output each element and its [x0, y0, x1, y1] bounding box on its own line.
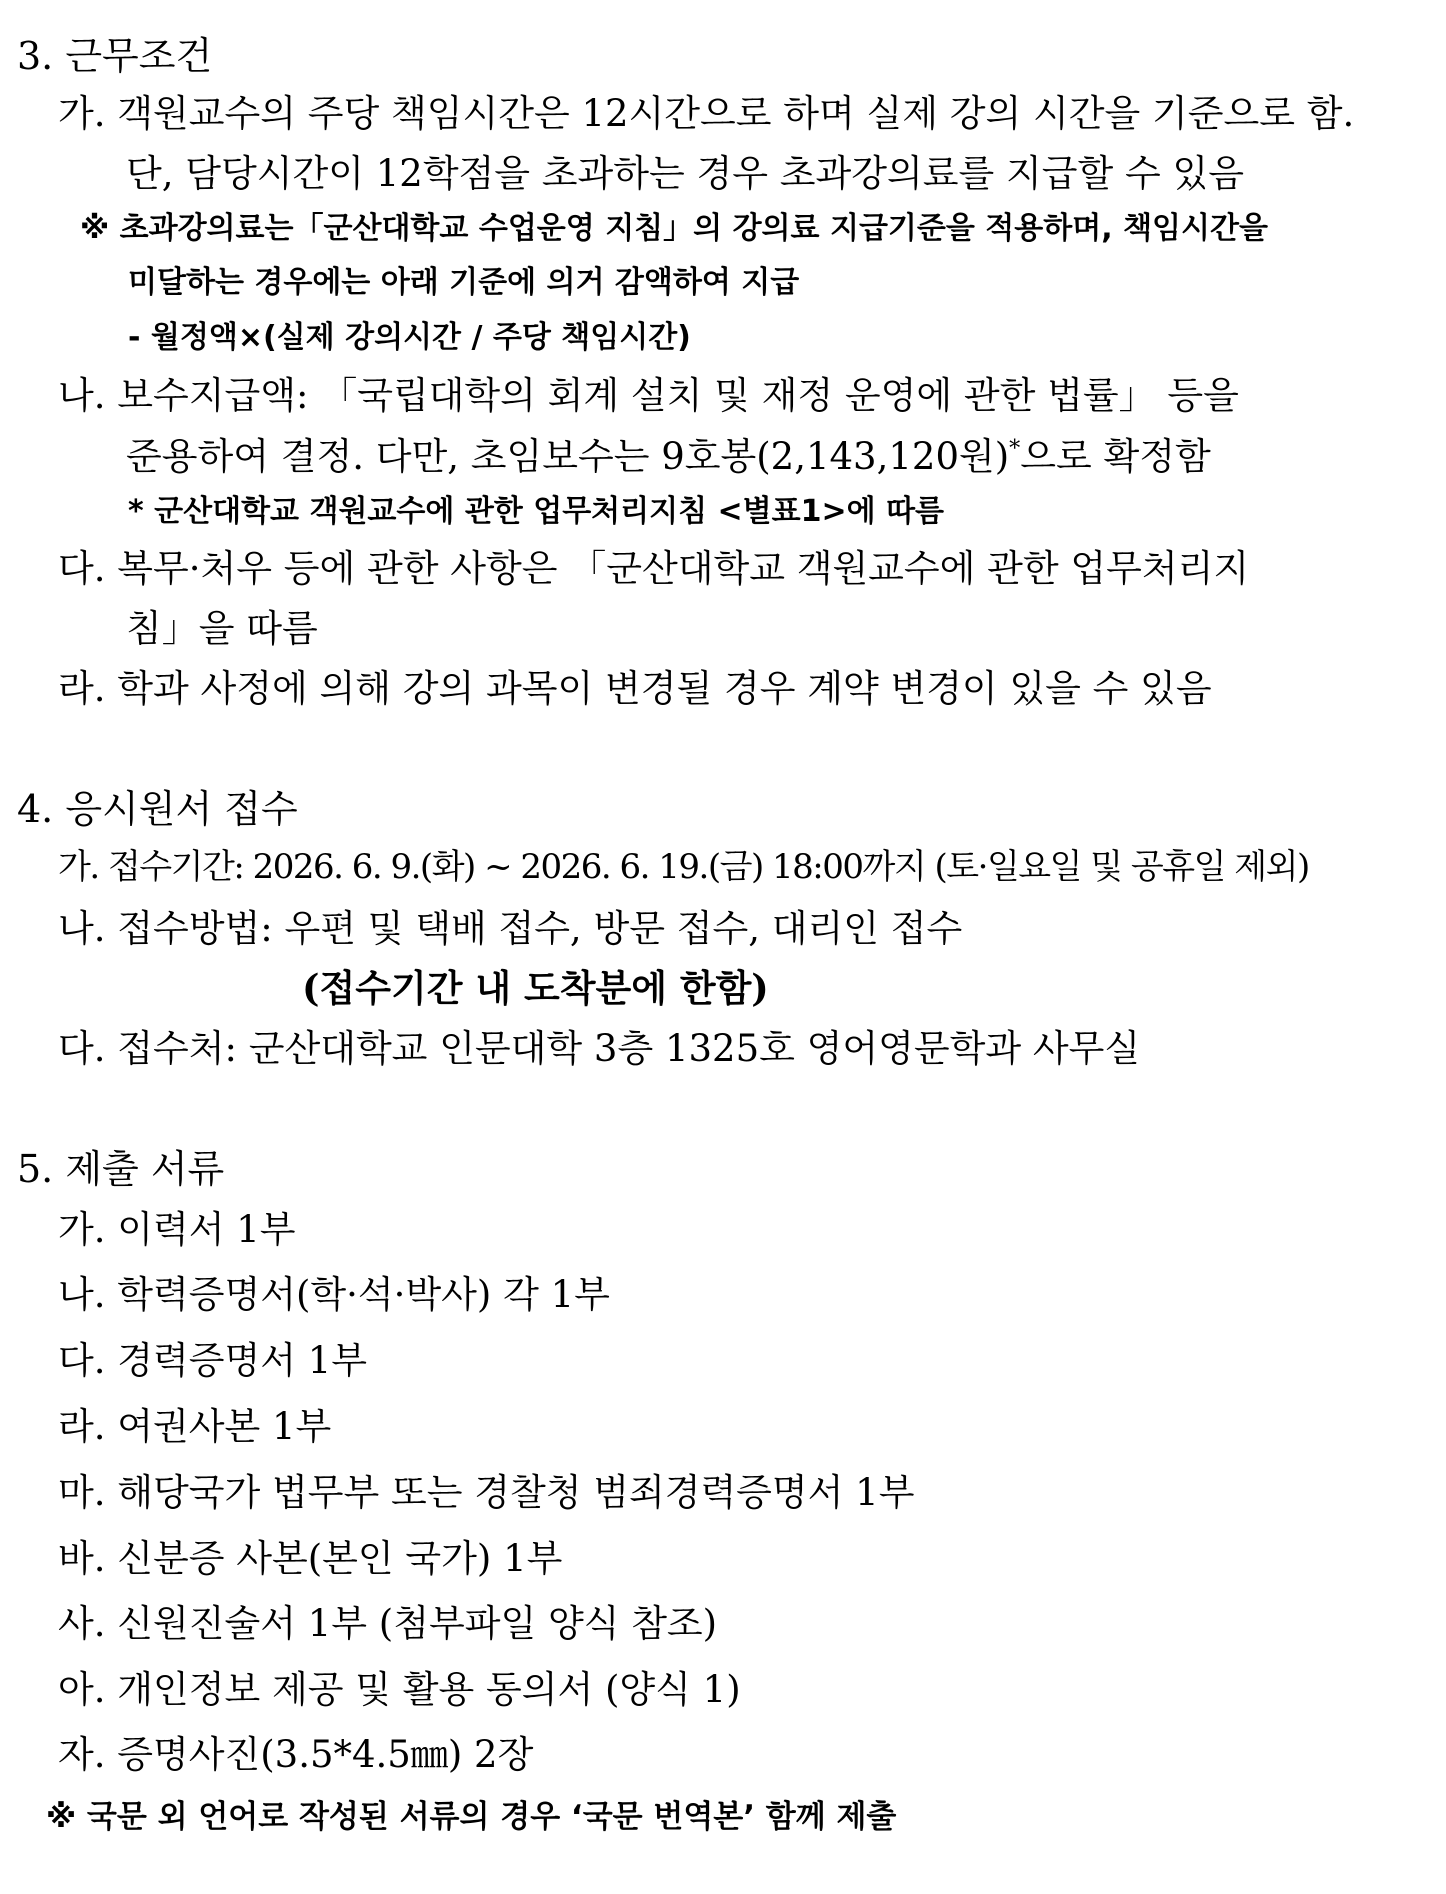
section-5-item: 마. 해당국가 법무부 또는 경찰청 범죄경력증명서 1부 [58, 1471, 915, 1514]
section-5-item: 사. 신원진술서 1부 (첨부파일 양식 참조) [58, 1602, 718, 1645]
section-5-item: 라. 여권사본 1부 [58, 1405, 332, 1448]
section-5-item: 자. 증명사진(3.5*4.5㎜) 2장 [58, 1733, 534, 1776]
section-4-item-na-sub: (접수기간 내 도착분에 한함) [302, 966, 769, 1010]
section-3-item-da-line2: 침」을 따름 [126, 607, 318, 650]
section-5-note: ※ 국문 외 언어로 작성된 서류의 경우 ‘국문 번역본’ 함께 제출 [46, 1799, 897, 1835]
section-3-item-na-line2-end: 으로 확정함 [1020, 435, 1211, 478]
section-4-item-da: 다. 접수처: 군산대학교 인문대학 3층 1325호 영어영문학과 사무실 [58, 1027, 1141, 1070]
section-3-footnote: * 군산대학교 객원교수에 관한 업무처리지침 <별표1>에 따름 [128, 494, 945, 529]
section-4-item-na: 나. 접수방법: 우편 및 택배 접수, 방문 접수, 대리인 접수 [58, 907, 963, 950]
section-4-item-ga: 가. 접수기간: 2026. 6. 9.(화) ~ 2026. 6. 19.(금) 18:00까지 (토·일요일 및 공휴일 제외) [58, 847, 1309, 887]
section-3-item-na-line2 [126, 435, 1211, 478]
section-3-item-da-line1: 다. 복무·처우 등에 관한 사항은 「군산대학교 객원교수에 관한 업무처리지 [58, 547, 1250, 590]
section-5-item: 아. 개인정보 제공 및 활용 동의서 (양식 1) [58, 1668, 741, 1711]
section-3-heading: 3. 근무조건 [17, 34, 213, 78]
section-3-item-na-line2-text: 준용하여 결정. 다만, 초임보수는 9호봉(2,143,120원) [126, 435, 1010, 478]
section-3-note-line2: 미달하는 경우에는 아래 기준에 의거 감액하여 지급 [128, 265, 800, 300]
section-5-item: 나. 학력증명서(학·석·박사) 각 1부 [58, 1273, 610, 1316]
section-3-note-formula: - 월정액×(실제 강의시간 / 주당 책임시간) [128, 320, 691, 355]
section-5-item: 가. 이력서 1부 [58, 1208, 296, 1251]
section-3-item-ga-line2: 단, 담당시간이 12학점을 초과하는 경우 초과강의료를 지급할 수 있음 [126, 152, 1244, 195]
section-3-item-na-line1: 나. 보수지급액: 「국립대학의 회계 설치 및 재정 운영에 관한 법률」 등을 [58, 374, 1239, 417]
footnote-marker: * [1009, 435, 1021, 462]
section-5-heading: 5. 제출 서류 [17, 1147, 225, 1191]
section-5-item: 다. 경력증명서 1부 [58, 1339, 368, 1382]
section-3-note-line1: ※ 초과강의료는「군산대학교 수업운영 지침」의 강의료 지급기준을 적용하며, 책임시간을 [80, 211, 1268, 246]
section-3-item-ga-line1 [58, 92, 1424, 135]
section-3-item-ga-text: 가. 객원교수의 주당 책임시간은 12시간으로 하며 실제 강의 시간을 기준으로 함. [58, 92, 1355, 135]
section-4-heading: 4. 응시원서 접수 [17, 787, 298, 831]
section-5-item: 바. 신분증 사본(본인 국가) 1부 [58, 1537, 563, 1580]
section-3-item-ra: 라. 학과 사정에 의해 강의 과목이 변경될 경우 계약 변경이 있을 수 있음 [58, 667, 1212, 710]
